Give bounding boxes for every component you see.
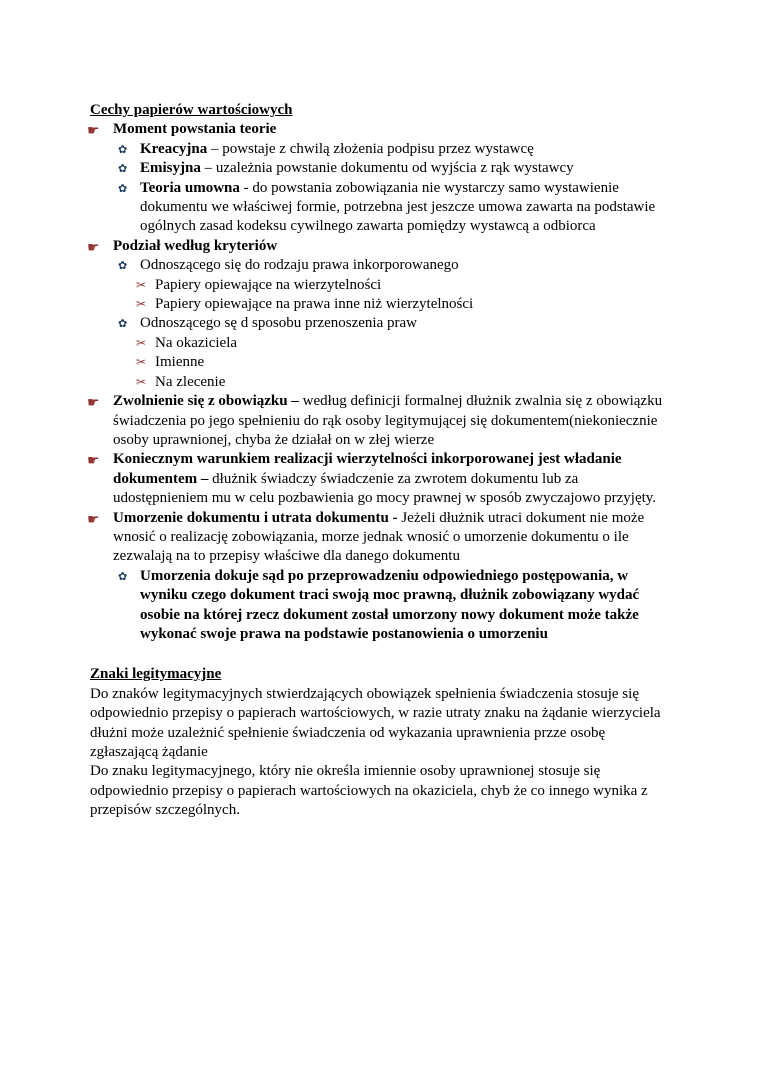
list-item — [90, 140, 676, 159]
item-text: Papiery opiewające na prawa inne niż wierzytelności — [155, 296, 474, 313]
flower-bullet-icon: ✿ — [118, 142, 128, 156]
scissors-bullet-icon: ✂ — [136, 374, 147, 389]
section-legitimation-marks — [90, 665, 676, 820]
list-item — [90, 314, 676, 333]
hand-bullet-icon: ☛ — [87, 453, 100, 470]
list-item — [90, 295, 676, 314]
list-item — [90, 159, 676, 178]
flower-bullet-icon: ✿ — [118, 162, 128, 176]
item-text: Imienne — [155, 354, 205, 371]
item-text: Na zlecenie — [155, 373, 226, 390]
item-text: Na okaziciela — [155, 334, 238, 351]
list-item — [87, 237, 676, 256]
hand-bullet-icon: ☛ — [87, 239, 100, 256]
list-item — [90, 353, 676, 372]
item-text: – powstaje z chwilą złożenia podpisu przez wystawcę — [207, 140, 534, 157]
scissors-bullet-icon: ✂ — [136, 355, 147, 370]
legitimation-paragraph-2: Do znaku legitymacyjnego, który nie określa imiennie osoby uprawnionej stosuje się odpowiednio przepisy o papierach wartościowych na okaziciela, chyb że co innego wynika z przepisów szczególnych. — [90, 763, 648, 819]
item-bold-text: Teoria umowna — [140, 179, 240, 196]
legitimation-paragraph-1: Do znaków legitymacyjnych stwierdzających obowiązek spełnienia świadczenia stosuje się odpowiednio przepisy o papierach wartościowych, w razie utraty znaku na żądanie wierzyciela dłużni może uzależnić spełnienie świadczenia od wykazania uprawnienia przze osobę zgłaszającą żądanie — [90, 685, 661, 760]
item-text: Odnoszącego sę d sposobu przenoszenia praw — [140, 315, 417, 332]
flower-bullet-icon: ✿ — [118, 181, 128, 195]
list-item — [87, 509, 676, 567]
item-text: według definicji formalnej dłużnik zwalnia się z obowiązku świadczenia po jego spełnieniu do rąk osoby legitymującej się dokumentem(niekoniecznie osoby uprawnionej, chyba że działał on w złej wierze — [113, 393, 663, 448]
list-item — [90, 373, 676, 392]
flower-bullet-icon: ✿ — [118, 317, 128, 331]
flower-bullet-icon: ✿ — [118, 259, 128, 273]
item-bold-text: Zwolnienie się z obowiązku – — [113, 393, 299, 410]
hand-bullet-icon: ☛ — [87, 395, 100, 412]
list-item — [87, 392, 676, 450]
scissors-bullet-icon: ✂ — [136, 277, 147, 292]
item-text: Jeżeli dłużnik utraci dokument nie może wnosić o realizację zobowiązania, morze jednak wnosić o umorzenie dokumentu o ile zezwalają na to przepisy właściwe dla danego dokumentu — [113, 509, 645, 565]
item-bold-text: Koniecznym warunkiem realizacji wierzytelności inkorporowanej jest władanie dokumentem – — [113, 451, 622, 487]
item-bold-text: Umorzenia dokuje sąd po przeprowadzeniu odpowiedniego postępowania, w wyniku czego dokument traci swoją moc prawną, dłużnik zobowiązany wydać osobie na której rzecz dokument został umorzony nowy dokument może także wykonać swoje prawa na podstawie postanowienia o umorzeniu — [140, 567, 640, 642]
list-item — [90, 256, 676, 275]
item-text: dłużnik świadczy świadczenie za zwrotem dokumentu lub za udostępnieniem mu w celu pozbawienia go mocy prawnej w sposób zwyczajowo przyjęty. — [113, 470, 657, 507]
list-item — [87, 450, 676, 508]
securities-feature-list — [87, 120, 676, 644]
page-content — [87, 101, 676, 821]
flower-bullet-icon: ✿ — [118, 569, 128, 583]
item-bold-text: Emisyjna — [140, 160, 201, 177]
section-heading-cechy: Cechy papierów wartościowych — [90, 102, 293, 118]
list-item — [90, 567, 676, 645]
scissors-bullet-icon: ✂ — [136, 297, 147, 312]
item-text: Papiery opiewające na wierzytelności — [155, 276, 382, 293]
item-bold-text: Podział według kryteriów — [113, 237, 278, 254]
item-bold-text: Moment powstania teorie — [113, 121, 277, 138]
hand-bullet-icon: ☛ — [87, 123, 100, 140]
item-text: Odnoszącego się do rodzaju prawa inkorporowanego — [140, 257, 459, 274]
list-item — [90, 179, 676, 237]
item-text: – uzależnia powstanie dokumentu od wyjścia z rąk wystawcy — [200, 160, 574, 177]
section-heading-znaki: Znaki legitymacyjne — [90, 666, 222, 683]
scissors-bullet-icon: ✂ — [136, 335, 147, 350]
hand-bullet-icon: ☛ — [87, 511, 100, 528]
section-securities-features — [87, 101, 676, 644]
list-item — [87, 120, 676, 140]
item-bold-text: Umorzenie dokumentu i utrata dokumentu - — [113, 509, 398, 526]
item-text: - do powstania zobowiązania nie wystarczy samo wystawienie dokumentu we właściwej formie, potrzebna jest jeszcze umowa zawarta na podstawie ogólnych zasad kodeksu cywilnego zawarta pomiędzy wystawcą a odbiorca — [140, 179, 656, 235]
list-item — [90, 276, 676, 295]
item-bold-text: Kreacyjna — [140, 140, 208, 157]
list-item — [90, 334, 676, 353]
